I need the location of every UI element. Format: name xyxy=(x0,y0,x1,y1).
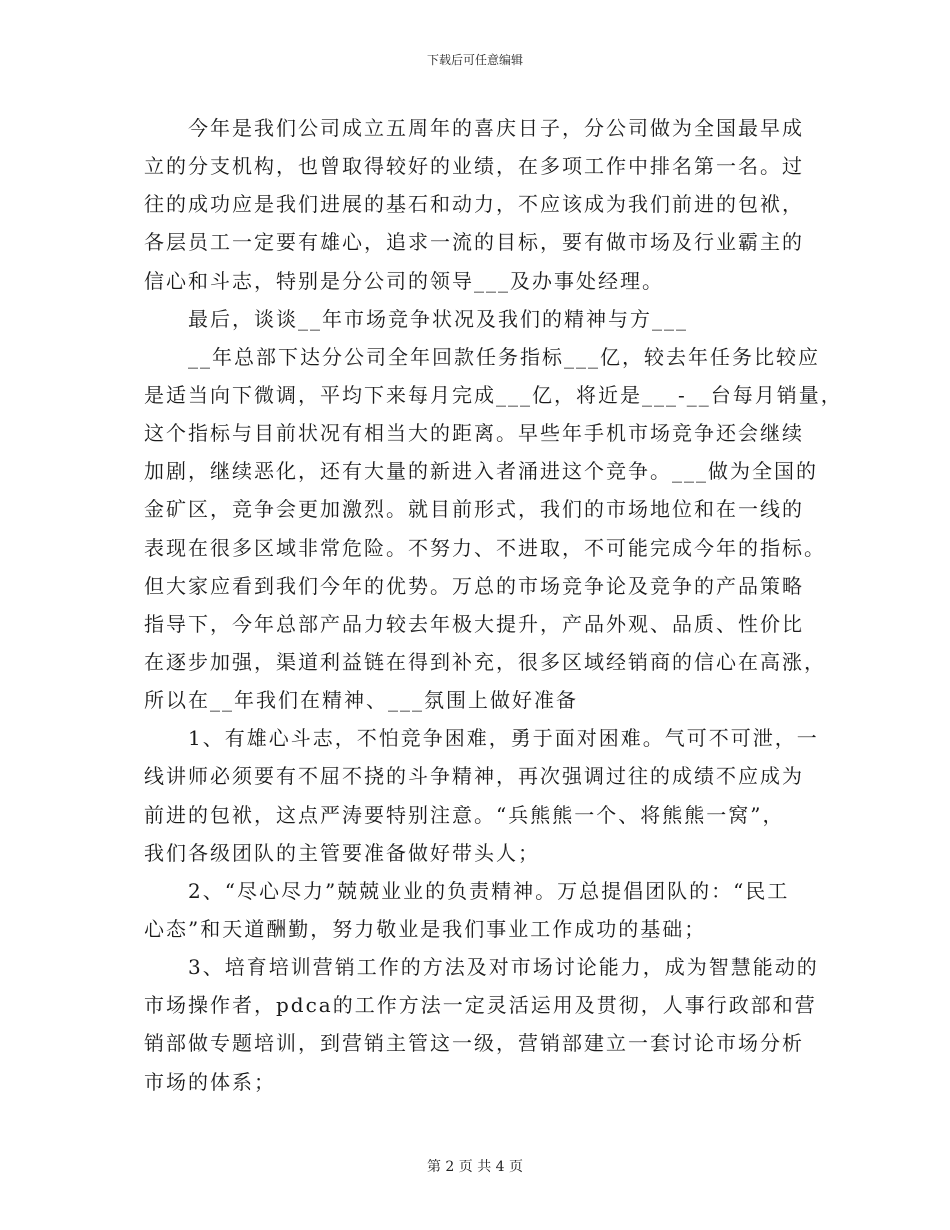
text-line: 市场的体系； xyxy=(144,1069,276,1094)
text-line: 我们各级团队的主管要准备做好带头人； xyxy=(144,840,540,865)
page-header: 下载后可任意编辑 xyxy=(426,53,523,67)
text-line: 1、有雄心斗志，不怕竞争困难，勇于面对困难。气可不可泄，一 xyxy=(188,726,819,751)
text-line: 金矿区，竞争会更加激烈。就目前形式，我们的市场地位和在一线的 xyxy=(144,497,804,522)
text-line: 心态”和天道酬勤，努力敬业是我们事业工作成功的基础； xyxy=(144,916,707,941)
text-line: 2、“尽心尽力”兢兢业业的负责精神。万总提倡团队的：“民工 xyxy=(188,878,790,903)
text-line: 线讲师必须要有不屈不挠的斗争精神，再次强调过往的成绩不应成为 xyxy=(144,764,804,789)
document-body xyxy=(144,109,843,1101)
text-line: 表现在很多区域非常危险。不努力、不进取，不可能完成今年的指标。 xyxy=(144,535,826,560)
text-line: 各层员工一定要有雄心，追求一流的目标，要有做市场及行业霸主的 xyxy=(144,230,804,255)
text-line: 在逐步加强，渠道利益链在得到补充，很多区域经销商的信心在高涨， xyxy=(144,649,826,674)
text-line: 前进的包袱，这点严涛要特别注意。“兵熊熊一个、将熊熊一窝”， xyxy=(144,802,785,827)
text-line: 信心和斗志，特别是分公司的领导___及办事处经理。 xyxy=(144,268,664,293)
text-line: 但大家应看到我们今年的优势。万总的市场竞争论及竞争的产品策略 xyxy=(144,573,804,598)
text-line: 市场操作者，pdca的工作方法一定灵活运用及贯彻，人事行政部和营 xyxy=(144,993,817,1018)
text-line: 是适当向下微调，平均下来每月完成___亿，将近是___-__台每月销量， xyxy=(144,382,843,407)
page-footer: 第 2 页 共 4 页 xyxy=(426,1159,524,1175)
text-line: 最后，谈谈__年市场竞争状况及我们的精神与方___ xyxy=(188,306,688,331)
text-line: 今年是我们公司成立五周年的喜庆日子，分公司做为全国最早成 xyxy=(188,116,804,140)
text-line: 这个指标与目前状况有相当大的距离。早些年手机市场竞争还会继续 xyxy=(144,421,804,446)
text-line: 立的分支机构，也曾取得较好的业绩，在多项工作中排名第一名。过 xyxy=(144,154,804,179)
text-line: 加剧，继续恶化，还有大量的新进入者涌进这个竞争。___做为全国的 xyxy=(144,459,818,484)
text-line: __年总部下达分公司全年回款任务指标___亿，较去年任务比较应 xyxy=(188,344,820,369)
text-line: 3、培育培训营销工作的方法及对市场讨论能力，成为智慧能动的 xyxy=(188,955,819,980)
text-line: 指导下，今年总部产品力较去年极大提升，产品外观、品质、性价比 xyxy=(144,611,804,636)
text-line: 销部做专题培训，到营销主管这一级，营销部建立一套讨论市场分析 xyxy=(144,1031,804,1056)
text-line: 往的成功应是我们进展的基石和动力，不应该成为我们前进的包袱， xyxy=(144,192,804,217)
text-line: 所以在__年我们在精神、___氛围上做好准备 xyxy=(144,688,578,713)
